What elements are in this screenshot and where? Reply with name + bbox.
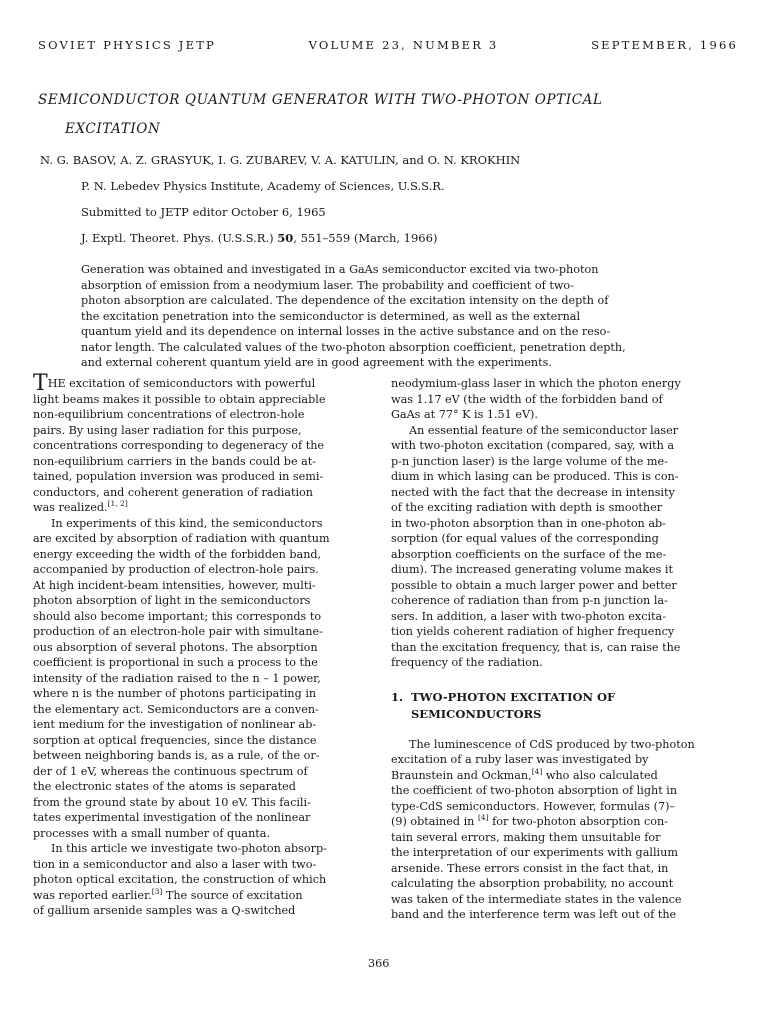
citation-ref: [4] <box>531 766 543 776</box>
body-line: ous absorption of several photons. The absorption <box>33 640 318 654</box>
body-line: tained, population inversion was produced in semi- <box>33 470 324 483</box>
body-line: coefficient is proportional in such a process to the <box>33 656 318 669</box>
body-line: intensity of the radiation raised to the n – 1 power, <box>33 671 321 685</box>
body-line: tates experimental investigation of the nonlinear <box>33 811 311 824</box>
abstract-line: nator length. The calculated values of the two-photon absorption coefficient, penetration depth, <box>81 340 626 354</box>
body-line: between neighboring bands is, as a rule, of the or- <box>33 749 320 762</box>
body-line: calculating the absorption probability, no account <box>391 877 674 890</box>
body-text: (9) obtained in <box>391 815 478 828</box>
issue-date: SEPTEMBER, 1966 <box>591 38 738 52</box>
body-line: sers. In addition, a laser with two-photon excita- <box>391 609 666 623</box>
body-line: with two-photon excitation (compared, say, with a <box>391 439 675 452</box>
body-line: possible to obtain a much larger power and better <box>391 578 677 592</box>
section-number: 1. <box>391 689 404 704</box>
body-line: photon optical excitation, the construction of which <box>33 873 327 886</box>
body-line: frequency of the radiation. <box>391 656 543 669</box>
body-text: Braunstein and Ockman, <box>391 768 532 782</box>
authors: N. G. BASOV, A. Z. GRASYUK, I. G. ZUBAREV, V. A. KATULIN, and O. N. KROKHIN <box>40 153 521 167</box>
title-line-1: SEMICONDUCTOR QUANTUM GENERATOR WITH TWO-PHOTON OPTICAL <box>38 92 603 108</box>
body-line: In experiments of this kind, the semiconductors <box>51 516 323 530</box>
affiliation: P. N. Lebedev Physics Institute, Academy of Sciences, U.S.S.R. <box>81 179 445 193</box>
right-column <box>391 376 731 923</box>
body-line: the interpretation of our experiments with gallium <box>391 846 678 859</box>
first-line-text: HE excitation of semiconductors with powerful <box>47 377 316 390</box>
body-line: was taken of the intermediate states in the valence <box>391 892 682 906</box>
body-line: arsenide. These errors consist in the fact that, in <box>391 861 669 875</box>
body-line: the electronic states of the atoms is separated <box>33 780 296 793</box>
body-line: pairs. By using laser radiation for this purpose, <box>33 423 302 437</box>
body-line: of the exciting radiation with depth is smoother <box>391 501 663 514</box>
abstract-line: and external coherent quantum yield are in good agreement with the experiments. <box>81 356 552 369</box>
body-text: was reported earlier. <box>33 888 152 902</box>
body-line: dium). The increased generating volume makes it <box>391 563 673 576</box>
body-line: in two-photon absorption than in one-photon ab- <box>391 516 666 530</box>
body-line: sorption at optical frequencies, since the distance <box>33 733 317 747</box>
body-line: the coefficient of two-photon absorption of light in <box>391 784 678 797</box>
body-line: non-equilibrium carriers in the bands could be at- <box>33 454 317 468</box>
body-line: tion in a semiconductor and also a laser with two- <box>33 857 317 871</box>
body-line: excitation of a ruby laser was investigated by <box>391 753 649 766</box>
body-line: sorption (for equal values of the corresponding <box>391 532 659 545</box>
page-number: 366 <box>368 957 390 970</box>
citation-ref: [1, 2] <box>107 499 128 508</box>
body-line <box>391 768 731 784</box>
body-line: type-CdS semiconductors. However, formulas (7)– <box>391 799 676 813</box>
body-line: photon absorption of light in the semiconductors <box>33 594 311 607</box>
citation-ref: [3] <box>151 886 163 896</box>
abstract-line: the excitation penetration into the semiconductor is determined, as well as the external <box>81 309 581 323</box>
submission-date: Submitted to JETP editor October 6, 1965 <box>81 205 326 219</box>
body-line: processes with a small number of quanta. <box>33 826 271 840</box>
title-line-2: EXCITATION <box>65 121 161 137</box>
abstract-line: quantum yield and its dependence on internal losses in the active substance and on the reso- <box>81 325 611 338</box>
body-line: An essential feature of the semiconductor laser <box>409 423 679 437</box>
body-text: was realized. <box>33 501 108 514</box>
body-line: tion yields coherent radiation of higher frequency <box>391 625 675 638</box>
body-line: than the excitation frequency, that is, can raise the <box>391 640 681 654</box>
body-line: neodymium-glass laser in which the photon energy <box>391 377 681 390</box>
body-line: At high incident-beam intensities, however, multi- <box>33 578 316 592</box>
journal-name: SOVIET PHYSICS JETP <box>38 38 216 52</box>
body-line: from the ground state by about 10 eV. This facili- <box>33 795 311 809</box>
ref-suffix: , 551–559 (March, 1966) <box>293 231 438 245</box>
body-line: band and the interference term was left out of the <box>391 908 677 921</box>
body-line: was 1.17 eV (the width of the forbidden band of <box>391 392 663 406</box>
abstract <box>81 262 695 371</box>
left-column <box>33 371 369 919</box>
body-line: production of an electron-hole pair with simultane- <box>33 625 323 638</box>
body-line: should also become important; this corresponds to <box>33 609 322 623</box>
body-line: are excited by absorption of radiation with quantum <box>33 532 330 545</box>
body-text: The source of excitation <box>162 888 303 902</box>
body-line <box>33 500 369 516</box>
citation-ref: [4] <box>477 813 489 822</box>
body-line: the elementary act. Semiconductors are a conven- <box>33 702 319 716</box>
body-line: non-equilibrium concentrations of electron-hole <box>33 408 305 421</box>
body-line: In this article we investigate two-photon absorp- <box>51 842 327 855</box>
body-line <box>391 814 731 830</box>
citation-reference <box>81 231 437 245</box>
body-line: absorption coefficients on the surface of the me- <box>391 547 667 561</box>
body-line: of gallium arsenide samples was a Q-switched <box>33 904 296 917</box>
body-line: coherence of radiation than from p-n junction la- <box>391 594 668 607</box>
body-line: where n is the number of photons participating in <box>33 687 317 700</box>
body-line: conductors, and coherent generation of radiation <box>33 485 313 499</box>
body-line: energy exceeding the width of the forbidden band, <box>33 547 322 561</box>
running-header <box>38 38 738 52</box>
body-line: dium in which lasing can be produced. This is con- <box>391 470 679 483</box>
body-text: for two-photon absorption con- <box>488 815 668 828</box>
body-line: tain several errors, making them unsuitable for <box>391 830 661 844</box>
body-line: The luminescence of CdS produced by two-photon <box>409 737 695 751</box>
abstract-line: Generation was obtained and investigated in a GaAs semiconductor excited via two-photon <box>81 263 599 276</box>
ref-prefix: J. Exptl. Theoret. Phys. (U.S.S.R.) <box>81 231 278 245</box>
abstract-line: photon absorption are calculated. The dependence of the excitation intensity on the depth of <box>81 294 609 307</box>
body-line: concentrations corresponding to degeneracy of the <box>33 439 325 452</box>
body-line: nected with the fact that the decrease in intensity <box>391 485 675 499</box>
body-line <box>33 888 369 904</box>
body-line: GaAs at 77° K is 1.51 eV). <box>391 408 538 421</box>
body-line: light beams makes it possible to obtain appreciable <box>33 392 326 406</box>
ref-volume: 50 <box>277 231 294 245</box>
body-text: who also calculated <box>542 768 658 782</box>
body-line: accompanied by production of electron-hole pairs. <box>33 563 319 576</box>
body-line: der of 1 eV, whereas the continuous spectrum of <box>33 764 308 778</box>
section-heading <box>391 689 731 723</box>
body-line: ient medium for the investigation of nonlinear ab- <box>33 718 317 731</box>
abstract-line: absorption of emission from a neodymium laser. The probability and coefficient of two- <box>81 278 574 292</box>
body-line: p-n junction laser) is the large volume of the me- <box>391 454 668 468</box>
section-title-line-2: SEMICONDUCTORS <box>411 706 542 721</box>
first-line <box>33 371 369 396</box>
volume-number: VOLUME 23, NUMBER 3 <box>308 38 499 52</box>
article-title <box>38 92 698 137</box>
section-title-line-1: TWO-PHOTON EXCITATION OF <box>411 689 616 704</box>
drop-cap: T <box>33 371 48 396</box>
